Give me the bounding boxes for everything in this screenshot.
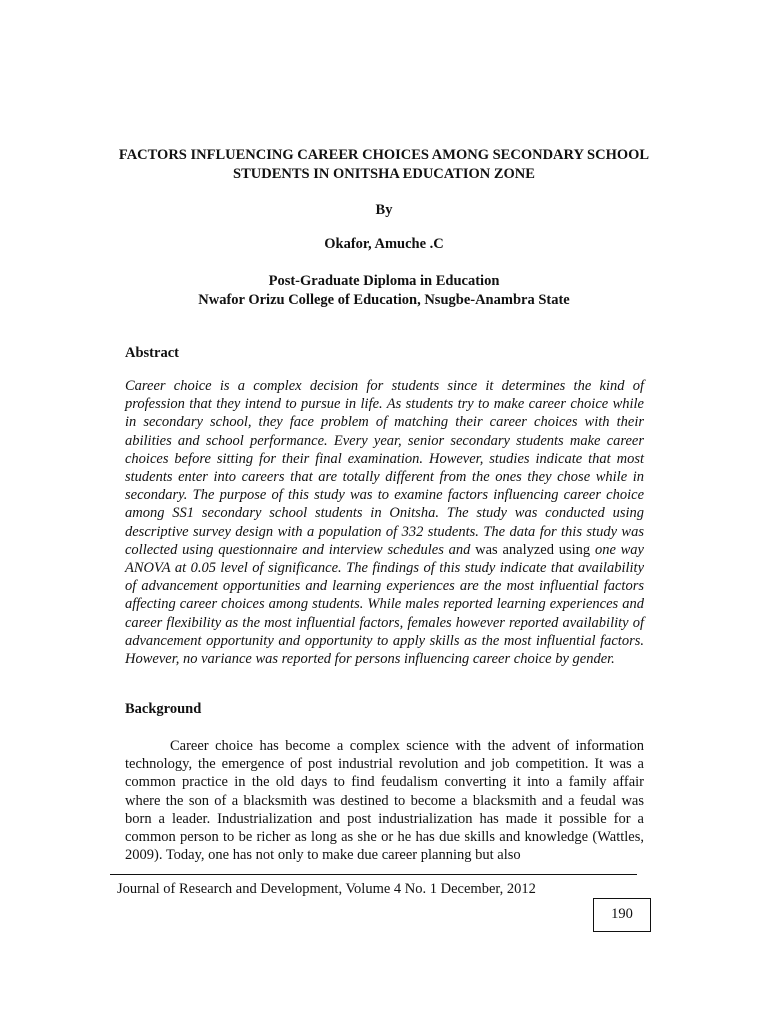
abstract-text-part3: one way ANOVA at 0.05 level of significance. The findings of this study indicate that availability of advancement opportunities and learning experiences are the most influential factors affecting career choices among students. While males reported learning experiences and career flexibility as the most influential factors, females however reported availability of advancement opportunity and opportunity to apply skills as the most influential factors. However, no variance was reported for persons influencing career choice by gender. [125,541,644,668]
page-number: 190 [611,906,633,922]
background-heading: Background [125,701,202,717]
journal-citation: Journal of Research and Development, Volume 4 No. 1 December, 2012 [117,881,536,897]
author-name: Okafor, Amuche .C [324,236,444,252]
author-affiliation [110,272,658,310]
background-text: Career choice has become a complex science with the advent of information technology, the emergence of post industrial revolution and job competition. It was a common practice in the old days to find feudalism converting it into a family affair where the son of a blacksmith was destined to become a blacksmith and a feudal was born a leader. Industrialization and post industrialization has made it possible for a common person to be richer as long as she or he has due skills and knowledge (Wattles, 2009). Today, one has not only to make due career planning but also [125,738,644,864]
paper-title: FACTORS INFLUENCING CAREER CHOICES AMONG SECONDARY SCHOOL STUDENTS IN ONITSHA EDUCATION ZONE [118,147,650,182]
affiliation-program: Post-Graduate Diploma in Education [268,273,500,289]
abstract-text-part1: Career choice is a complex decision for students since it determines the kind of profession that they intend to pursue in life. As students try to make career choice while in secondary school, they face problem of matching their career choices with their abilities and school performance. Every year, senior secondary students make career choices before sitting for their final examination. However, studies indicate that most students enter into careers that are totally different from the ones they chose while in secondary. The purpose of this study was to examine factors influencing career choice among SS1 secondary school students in Onitsha. The study was conducted using descriptive survey design with a population of 332 students. The data for this study was collected using questionnaire and interview schedules and [125,378,644,558]
abstract-text [125,377,644,668]
footer-rule [110,874,637,875]
page-number-box [593,898,651,932]
affiliation-institution: Nwafor Orizu College of Education, Nsugbe-Anambra State [198,292,570,308]
byline: By [375,202,393,218]
abstract-heading: Abstract [125,345,179,361]
abstract-text-part2: was analyzed using [470,541,595,558]
